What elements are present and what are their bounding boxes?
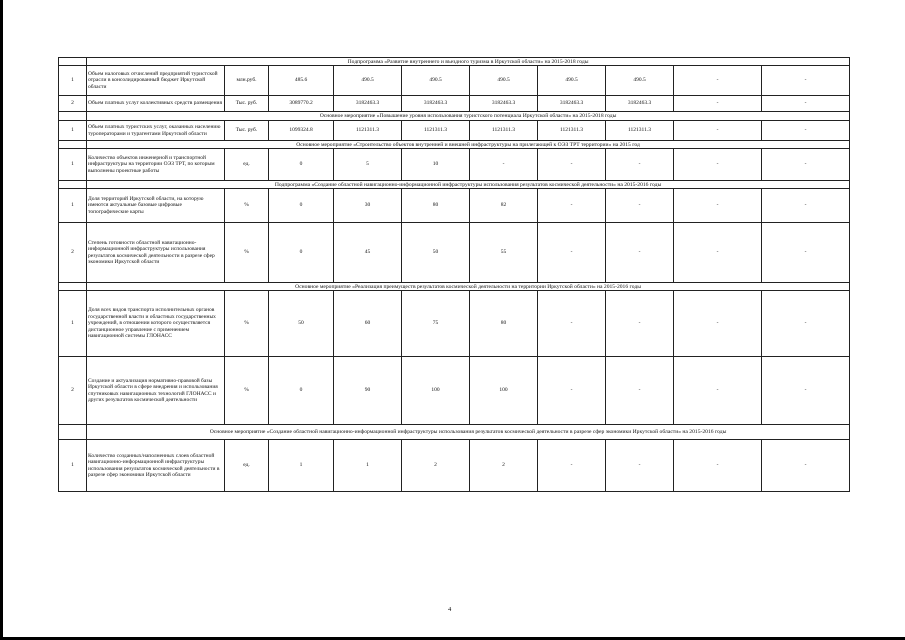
value-cell: 82 — [470, 189, 538, 223]
value-cell: 3089770.2 — [269, 96, 334, 112]
table-row — [59, 189, 850, 223]
value-cell: 50 — [402, 223, 470, 283]
section-header: Основное мероприятие «Строительство объектов внутренней и внешней инфраструктуры на прилегающей к ОЭЗ ТРТ территории» на 2015 год — [87, 141, 850, 149]
page-number: 4 — [448, 606, 452, 613]
value-cell: - — [470, 149, 538, 181]
value-cell: - — [674, 66, 762, 96]
section-header-row — [59, 425, 850, 440]
value-cell: - — [674, 440, 762, 492]
value-cell: 0 — [269, 189, 334, 223]
value-cell: - — [606, 291, 674, 357]
scan-edge-left — [0, 0, 3, 640]
value-cell: 0 — [269, 149, 334, 181]
section-header: Основное мероприятие «Создание областной навигационно-информационной инфраструктуры использования результатов космической деятельности в разрезе сфер экономики Иркутской области» на 2015-2016 годы — [87, 425, 850, 440]
unit-cell: ед. — [225, 149, 269, 181]
value-cell: - — [538, 291, 606, 357]
unit-cell: Тыс. руб. — [225, 121, 269, 141]
unit-cell: % — [225, 291, 269, 357]
value-cell: - — [606, 189, 674, 223]
row-number: 1 — [59, 189, 87, 223]
value-cell: - — [762, 66, 850, 96]
value-cell: 80 — [402, 189, 470, 223]
indicator-name: Доля территорий Иркутской области, на которую имеются актуальные базовые цифровые топографические карты — [87, 189, 225, 223]
value-cell: 1 — [269, 440, 334, 492]
value-cell: 50 — [269, 291, 334, 357]
unit-cell: % — [225, 223, 269, 283]
value-cell: - — [538, 357, 606, 425]
value-cell: - — [538, 189, 606, 223]
indicators-table — [58, 57, 850, 492]
section-header-num-cell — [59, 181, 87, 189]
value-cell: 1121311.3 — [538, 121, 606, 141]
row-number: 1 — [59, 440, 87, 492]
value-cell: - — [606, 440, 674, 492]
value-cell: 490.5 — [606, 66, 674, 96]
value-cell: - — [606, 357, 674, 425]
section-header: Подпрограмма «Развитие внутреннего и въездного туризма в Иркутской области» на 2015-2018 годы — [87, 58, 850, 66]
value-cell: 100 — [402, 357, 470, 425]
indicator-name: Объем платных услуг коллективных средств размещения — [87, 96, 225, 112]
section-header-num-cell — [59, 112, 87, 121]
section-header-row — [59, 112, 850, 121]
unit-cell: % — [225, 357, 269, 425]
table-row — [59, 440, 850, 492]
section-header-row — [59, 283, 850, 291]
value-cell: 45 — [334, 223, 402, 283]
row-number: 1 — [59, 121, 87, 141]
value-cell: 0 — [269, 223, 334, 283]
value-cell: 3182463.3 — [538, 96, 606, 112]
value-cell: 485.6 — [269, 66, 334, 96]
value-cell: - — [762, 440, 850, 492]
value-cell: 3182463.3 — [334, 96, 402, 112]
table-row — [59, 149, 850, 181]
table-row — [59, 66, 850, 96]
value-cell: - — [762, 291, 850, 357]
value-cell: - — [674, 223, 762, 283]
value-cell: 1121311.3 — [470, 121, 538, 141]
table-row — [59, 121, 850, 141]
value-cell: 90 — [334, 357, 402, 425]
value-cell: 2 — [402, 440, 470, 492]
value-cell: 490.5 — [538, 66, 606, 96]
indicators-table-wrap — [58, 57, 849, 492]
value-cell: - — [606, 223, 674, 283]
value-cell: 1121311.3 — [334, 121, 402, 141]
value-cell: - — [538, 223, 606, 283]
value-cell: 10 — [402, 149, 470, 181]
indicator-name: Объем платных туристских услуг, оказанных населению туроператорами и турагентами Иркутской области — [87, 121, 225, 141]
value-cell: 1121311.3 — [402, 121, 470, 141]
value-cell: - — [762, 149, 850, 181]
value-cell: 2 — [470, 440, 538, 492]
section-header-num-cell — [59, 283, 87, 291]
section-header-num-cell — [59, 58, 87, 66]
table-body — [59, 58, 850, 492]
indicator-name: Количество объектов инженерной и транспортной инфраструктуры на территории ОЭЗ ТРТ, по которым выполнены проектные работы — [87, 149, 225, 181]
value-cell: - — [762, 223, 850, 283]
value-cell: 3182463.3 — [402, 96, 470, 112]
value-cell: - — [674, 291, 762, 357]
unit-cell: млн.руб. — [225, 66, 269, 96]
value-cell: - — [538, 440, 606, 492]
indicator-name: Степень готовности областной навигационно-информационной инфраструктуры использования результатов космической деятельности в разрезе сфер экономики Иркутской области — [87, 223, 225, 283]
value-cell: - — [538, 149, 606, 181]
value-cell: 490.5 — [402, 66, 470, 96]
value-cell: 490.5 — [334, 66, 402, 96]
indicator-name: Количество созданных/наполненных слоев областной навигационно-информационной инфраструктуры использования результатов космической деятельности в разрезе сфер экономики Иркутской области — [87, 440, 225, 492]
indicator-name: Объем налоговых отчислений предприятий туристской отрасли в консолидированный бюджет Иркутской области — [87, 66, 225, 96]
value-cell: - — [674, 357, 762, 425]
value-cell: 0 — [269, 357, 334, 425]
value-cell: - — [674, 121, 762, 141]
value-cell: - — [674, 149, 762, 181]
section-header: Подпрограмма «Создание областной навигационно-информационной инфраструктуры использования результатов космической деятельности» на 2015-2016 годы — [87, 181, 850, 189]
table-row — [59, 223, 850, 283]
section-header-num-cell — [59, 141, 87, 149]
row-number: 2 — [59, 96, 87, 112]
value-cell: 3182463.3 — [606, 96, 674, 112]
value-cell: - — [762, 357, 850, 425]
table-row — [59, 357, 850, 425]
value-cell: 55 — [470, 223, 538, 283]
row-number: 1 — [59, 291, 87, 357]
value-cell: 1099324.8 — [269, 121, 334, 141]
row-number: 2 — [59, 357, 87, 425]
value-cell: - — [606, 149, 674, 181]
value-cell: 1121311.3 — [606, 121, 674, 141]
value-cell: 75 — [402, 291, 470, 357]
value-cell: 100 — [470, 357, 538, 425]
table-row — [59, 96, 850, 112]
table-row — [59, 291, 850, 357]
value-cell: 30 — [334, 189, 402, 223]
section-header: Основное мероприятие «Повышение уровня использования туристского потенциала Иркутской области» на 2015-2018 годы — [87, 112, 850, 121]
row-number: 1 — [59, 149, 87, 181]
row-number: 1 — [59, 66, 87, 96]
row-number: 2 — [59, 223, 87, 283]
value-cell: 1 — [334, 440, 402, 492]
section-header: Основное мероприятие «Реализация преимуществ результатов космической деятельности на территории Иркутской области» на 2015-2016 годы — [87, 283, 850, 291]
indicator-name: Создание и актуализация нормативно-правовой базы Иркутской области в сфере внедрения и использования спутниковых навигационных технологий ГЛОНАСС и других результатов космической деятельности — [87, 357, 225, 425]
value-cell: 3182463.3 — [470, 96, 538, 112]
unit-cell: % — [225, 189, 269, 223]
indicator-name: Доля всех видов транспорта исполнительных органов государственной власти и областных государственных учреждений, в отношении которого осуществляется дистанционное управление с применением навигационной системы ГЛОНАСС — [87, 291, 225, 357]
section-header-row — [59, 141, 850, 149]
value-cell: - — [674, 96, 762, 112]
value-cell: - — [674, 189, 762, 223]
value-cell: 490.5 — [470, 66, 538, 96]
value-cell: 5 — [334, 149, 402, 181]
value-cell: 60 — [334, 291, 402, 357]
value-cell: - — [762, 189, 850, 223]
value-cell: 80 — [470, 291, 538, 357]
unit-cell: ед. — [225, 440, 269, 492]
section-header-row — [59, 58, 850, 66]
value-cell: - — [762, 96, 850, 112]
unit-cell: Тыс. руб. — [225, 96, 269, 112]
section-header-row — [59, 181, 850, 189]
value-cell: - — [762, 121, 850, 141]
section-header-num-cell — [59, 425, 87, 440]
